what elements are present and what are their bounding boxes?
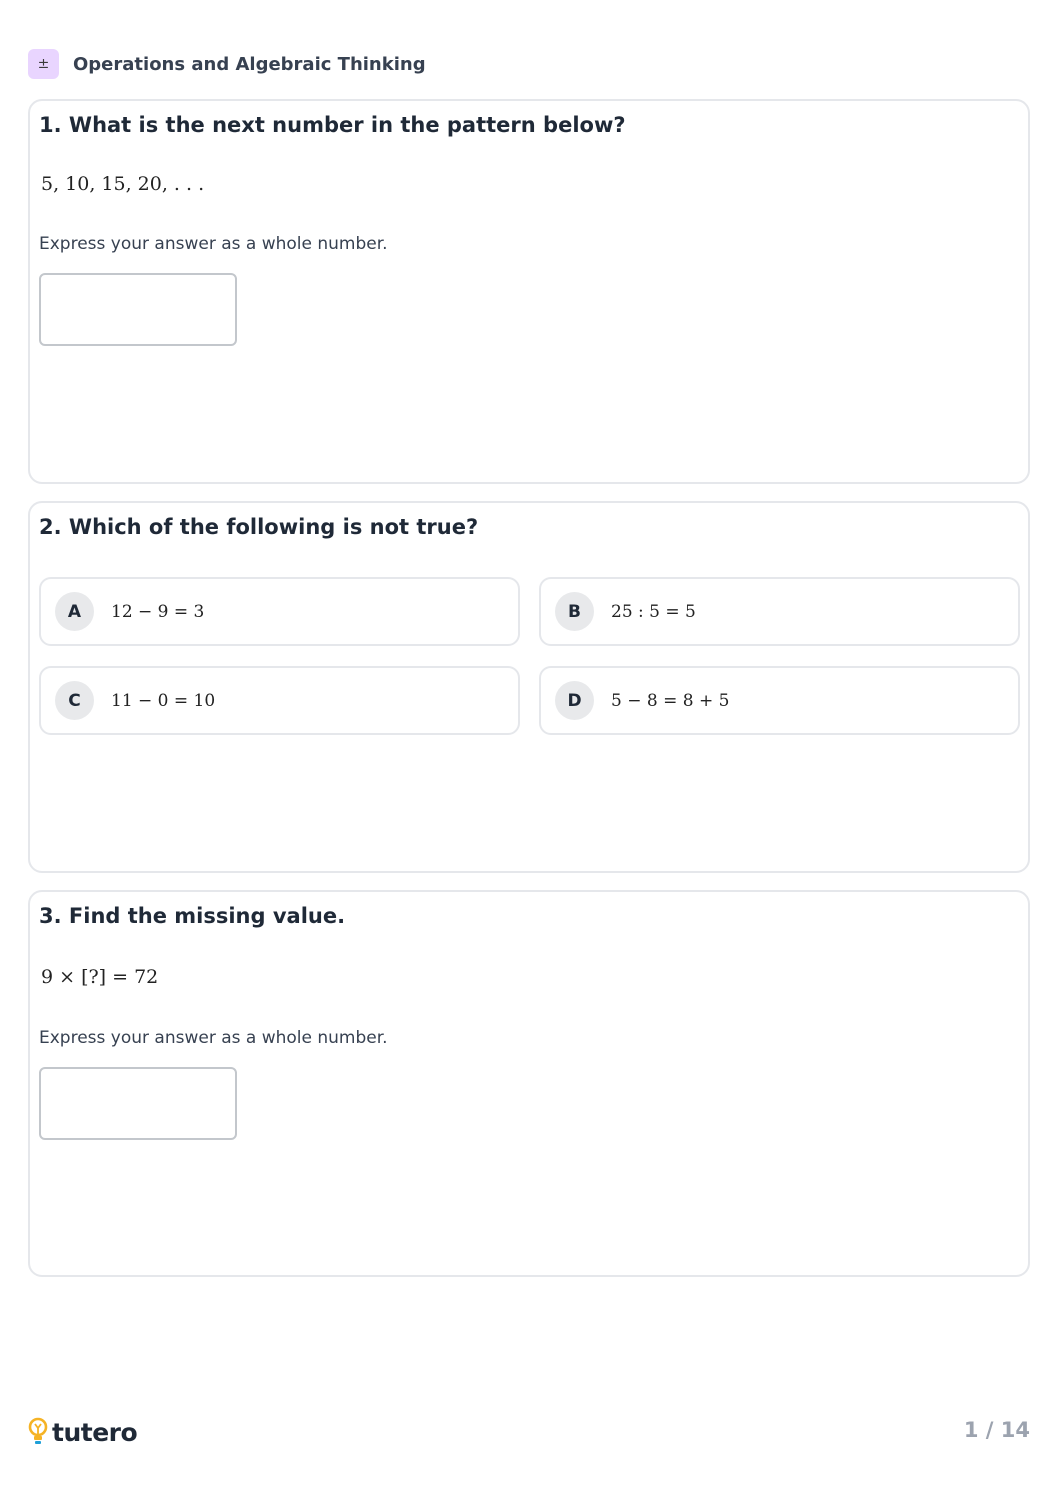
topic-header	[28, 49, 426, 79]
question-math: 5, 10, 15, 20, . . .	[41, 173, 205, 195]
question-title: 3. Find the missing value.	[39, 904, 346, 928]
option-letter: D	[555, 681, 594, 720]
footer-logo	[28, 1416, 137, 1448]
option-letter: A	[55, 592, 94, 631]
plus-minus-icon: ±	[28, 49, 59, 79]
question-card-3	[28, 890, 1030, 1277]
option-c[interactable]	[39, 666, 520, 735]
lightbulb-icon	[28, 1417, 48, 1447]
brand-name: tutero	[52, 1417, 138, 1447]
question-title: 2. Which of the following is not true?	[39, 515, 479, 539]
option-d[interactable]	[539, 666, 1020, 735]
option-b[interactable]	[539, 577, 1020, 646]
page-number: 1 / 14	[963, 1418, 1030, 1442]
topic-title: Operations and Algebraic Thinking	[73, 53, 426, 75]
option-letter: C	[55, 681, 94, 720]
answer-hint: Express your answer as a whole number.	[39, 234, 388, 254]
question-math: 9 × [?] = 72	[41, 966, 159, 988]
question-card-2	[28, 501, 1030, 873]
option-expression: 11 − 0 = 10	[111, 690, 216, 711]
option-expression: 25 : 5 = 5	[611, 601, 696, 622]
answer-input[interactable]	[39, 1067, 237, 1140]
option-a[interactable]	[39, 577, 520, 646]
option-expression: 12 − 9 = 3	[111, 601, 205, 622]
option-expression: 5 − 8 = 8 + 5	[611, 690, 730, 711]
option-letter: B	[555, 592, 594, 631]
answer-input[interactable]	[39, 273, 237, 346]
question-card-1	[28, 99, 1030, 484]
answer-hint: Express your answer as a whole number.	[39, 1028, 388, 1048]
question-title: 1. What is the next number in the pattern below?	[39, 113, 626, 137]
